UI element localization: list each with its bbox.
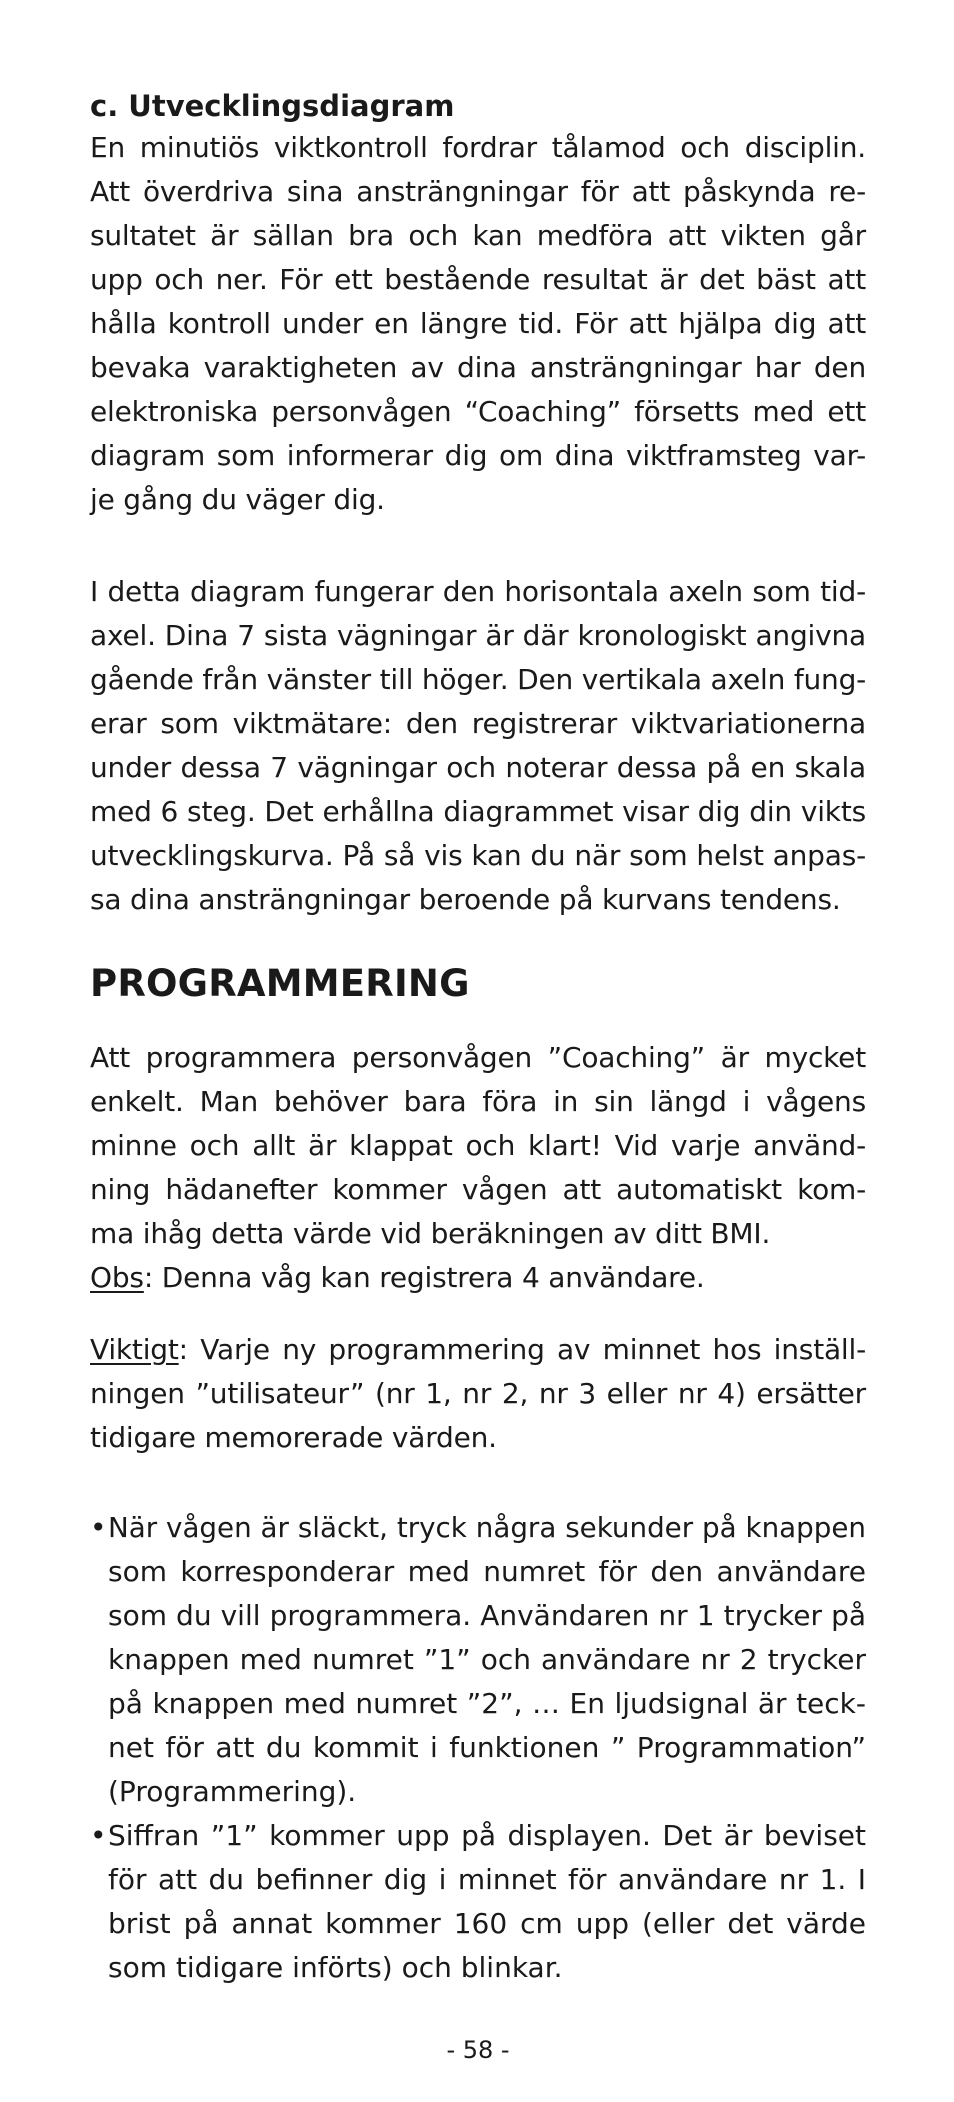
important-paragraph bbox=[90, 1328, 866, 1460]
text-line: axel. Dina 7 sista vägningar är där kronologiskt angivna bbox=[90, 619, 866, 652]
note-label: Obs bbox=[90, 1261, 144, 1294]
text-line: brist på annat kommer 160 cm upp (eller det värde bbox=[108, 1907, 866, 1940]
text-line: knappen med numret ”1” och användare nr 2 trycker bbox=[108, 1643, 866, 1676]
text-line: I detta diagram fungerar den horisontala axeln som tid- bbox=[90, 575, 866, 608]
text-line: som tidigare införts) och blinkar. bbox=[108, 1951, 563, 1984]
text-line: med 6 steg. Det erhållna diagrammet visar dig din vikts bbox=[90, 795, 866, 828]
note-text: : Denna våg kan registrera 4 användare. bbox=[143, 1261, 705, 1294]
text-line: sa dina ansträngningar beroende på kurvans tendens. bbox=[90, 883, 841, 916]
text-line: En minutiös viktkontroll fordrar tålamod och disciplin. bbox=[90, 131, 866, 164]
text-line: diagram som informerar dig om dina viktframsteg var- bbox=[90, 439, 866, 472]
text-line: ning hädanefter kommer vågen att automatiskt kom- bbox=[90, 1173, 866, 1206]
important-first-line bbox=[90, 1328, 866, 1372]
instruction-list bbox=[90, 1506, 866, 1990]
text-line: je gång du väger dig. bbox=[90, 483, 385, 516]
text-line: När vågen är släckt, tryck några sekunder på knappen bbox=[108, 1511, 866, 1544]
section-title: PROGRAMMERING bbox=[90, 962, 470, 1005]
text-line: ma ihåg detta värde vid beräkningen av ditt BMI. bbox=[90, 1217, 771, 1250]
text-line: under dessa 7 vägningar och noterar dessa på en skala bbox=[90, 751, 866, 784]
text-line: Att programmera personvågen ”Coaching” är mycket bbox=[90, 1041, 866, 1074]
text-line: Siffran ”1” kommer upp på displayen. Det är beviset bbox=[108, 1819, 866, 1852]
text-line: hålla kontroll under en längre tid. För att hjälpa dig att bbox=[90, 307, 866, 340]
text-line: för att du befinner dig i minnet för användare nr 1. I bbox=[108, 1863, 866, 1896]
text-line: Att överdriva sina ansträngningar för att påskynda re- bbox=[90, 175, 866, 208]
text-line: som du vill programmera. Användaren nr 1 trycker på bbox=[108, 1599, 866, 1632]
text-line: upp och ner. För ett bestående resultat är det bäst att bbox=[90, 263, 866, 296]
text-line: elektroniska personvågen “Coaching” försetts med ett bbox=[90, 395, 866, 428]
page-number: - 58 - bbox=[446, 2036, 510, 2064]
list-item bbox=[90, 1506, 866, 1814]
text-line: minne och allt är klappat och klart! Vid varje använd- bbox=[90, 1129, 866, 1162]
subsection-paragraph-1 bbox=[90, 126, 866, 522]
list-item bbox=[90, 1814, 866, 1990]
text-line: enkelt. Man behöver bara föra in sin längd i vågens bbox=[90, 1085, 866, 1118]
important-label: Viktigt bbox=[90, 1333, 179, 1366]
text-line: net för att du kommit i funktionen ” Programmation” bbox=[108, 1731, 866, 1764]
text-line: på knappen med numret ”2”, … En ljudsignal är teck- bbox=[108, 1687, 866, 1720]
text-line: ningen ”utilisateur” (nr 1, nr 2, nr 3 eller nr 4) ersätter bbox=[90, 1377, 866, 1410]
note-line bbox=[90, 1256, 866, 1300]
text-line: utvecklingskurva. På så vis kan du när som helst anpas- bbox=[90, 839, 866, 872]
text-line: tidigare memorerade värden. bbox=[90, 1421, 497, 1454]
section-paragraph-1 bbox=[90, 1036, 866, 1300]
subsection-paragraph-2 bbox=[90, 570, 866, 922]
bullet-icon: • bbox=[90, 1819, 107, 1852]
text-line: erar som viktmätare: den registrerar viktvariationerna bbox=[90, 707, 866, 740]
subsection-title: c. Utvecklingsdiagram bbox=[90, 89, 455, 123]
text-line: (Programmering). bbox=[108, 1775, 357, 1808]
text-line: som korresponderar med numret för den användare bbox=[108, 1555, 866, 1588]
text-line: : Varje ny programmering av minnet hos inställ- bbox=[178, 1333, 866, 1366]
text-line: gående från vänster till höger. Den vertikala axeln fung- bbox=[90, 663, 867, 696]
bullet-icon: • bbox=[90, 1511, 107, 1544]
text-line: bevaka varaktigheten av dina ansträngningar har den bbox=[90, 351, 866, 384]
text-line: sultatet är sällan bra och kan medföra att vikten går bbox=[90, 219, 866, 252]
